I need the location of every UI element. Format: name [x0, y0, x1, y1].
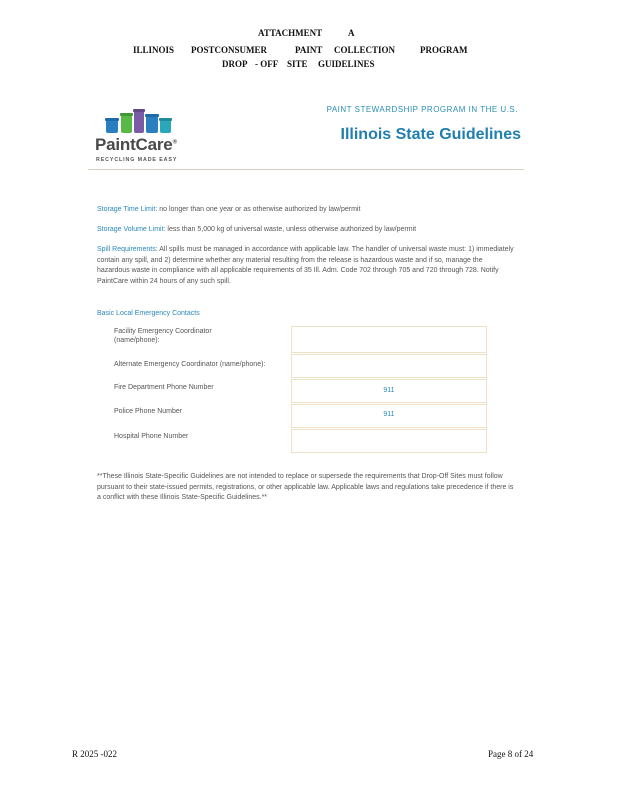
logo-tagline: RECYCLING MADE EASY	[96, 157, 178, 163]
facility-coordinator-field[interactable]	[291, 326, 487, 353]
police-field[interactable]: 911	[291, 404, 487, 428]
logo-wordmark: PaintCare®	[95, 135, 177, 154]
alternate-coordinator-field[interactable]	[291, 354, 487, 378]
header-word: POSTCONSUMER	[191, 45, 268, 55]
contact-label: Facility Emergency Coordinator (name/phone):	[114, 328, 212, 344]
storage-time-limit: Storage Time Limit: no longer than one year or as otherwise authorized by law/permit	[97, 206, 361, 213]
program-label: PAINT STEWARDSHIP PROGRAM IN THE U.S.	[326, 105, 518, 114]
divider	[88, 169, 524, 170]
storage-volume-limit: Storage Volume Limit: less than 5,000 kg of universal waste, unless otherwise authorized by law/permit	[97, 226, 417, 233]
paintcare-logo	[88, 108, 208, 168]
contact-label: Alternate Emergency Coordinator (name/phone):	[114, 361, 266, 368]
contact-label: Police Phone Number	[114, 408, 183, 415]
page-indicator: Page 8 of 24	[488, 749, 534, 759]
contacts-title: Basic Local Emergency Contacts	[97, 310, 200, 317]
contact-label: Hospital Phone Number	[114, 433, 189, 440]
paint-cans-icon	[104, 108, 174, 134]
header-word: PROGRAM	[420, 45, 468, 55]
header-word: PAINT	[295, 45, 323, 55]
header-word: GUIDELINES	[318, 59, 375, 69]
disclaimer-note: **These Illinois State-Specific Guidelines are not intended to replace or supersede the requirements that Drop-Off Sites must follow pursuant to their state-issued permits, registrations, or other applicable law. Applicable laws and regulations take precedence if there is a conflict with these Illinois State-Specific Guidelines.**	[97, 473, 514, 501]
attachment-letter: A	[348, 28, 355, 38]
header-word: DROP	[222, 59, 248, 69]
header-word: ILLINOIS	[133, 45, 175, 55]
attachment-heading: ATTACHMENT	[258, 28, 323, 38]
contact-label: Fire Department Phone Number	[114, 384, 214, 391]
fire-department-field[interactable]: 911	[291, 379, 487, 403]
page-title: Illinois State Guidelines	[340, 126, 521, 143]
header-word: - OFF	[255, 59, 279, 69]
document-number: R 2025 -022	[72, 749, 117, 759]
hospital-field[interactable]	[291, 429, 487, 453]
header-word: SITE	[287, 59, 308, 69]
header-word: COLLECTION	[334, 45, 396, 55]
spill-requirements: Spill Requirements: All spills must be managed in accordance with applicable law. The handler of universal waste must: 1) immediately contain any spill, and 2) determine whether any material resulting from the release is hazardous waste and if so, manage the hazardous waste in compliance with all applicable requirements of 35 Ill. Adm. Code 702 through 705 and 720 through 728. Notify PaintCare within 24 hours of any such spill.	[97, 246, 514, 285]
